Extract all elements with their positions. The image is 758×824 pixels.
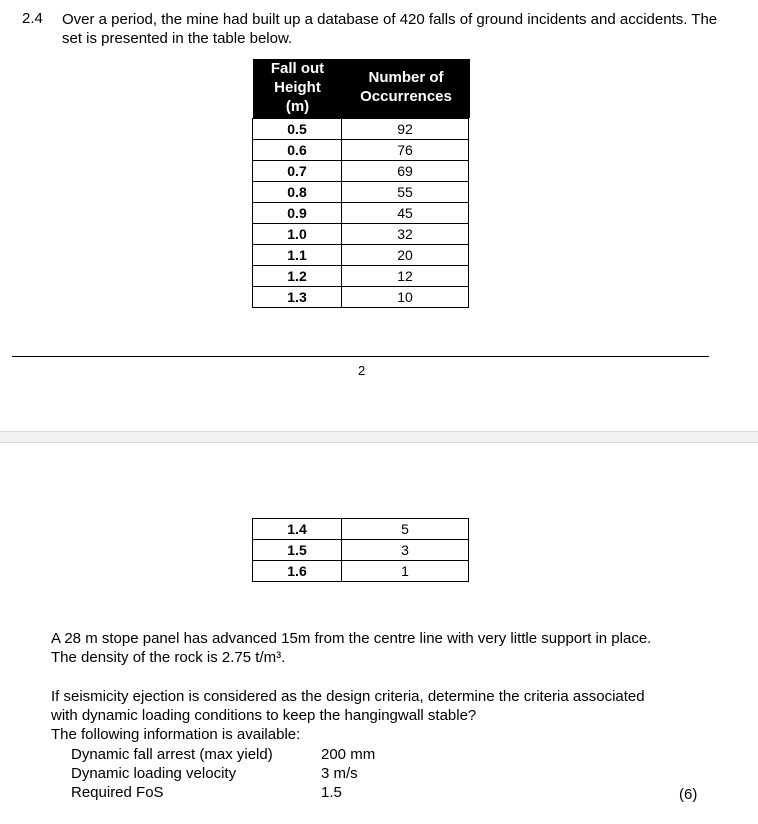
- info-label: Required FoS: [71, 784, 164, 801]
- table-row: [253, 161, 469, 182]
- occurrences-cell: 20: [342, 245, 469, 266]
- paragraph-line: The following information is available:: [51, 726, 301, 743]
- paragraph-line: The density of the rock is 2.75 t/m³.: [51, 649, 286, 666]
- table-row: [253, 287, 469, 308]
- table-row: [253, 119, 469, 140]
- height-cell: 0.6: [253, 140, 342, 161]
- table-row: [253, 561, 469, 582]
- table-row: [253, 266, 469, 287]
- info-value: 1.5: [321, 784, 342, 801]
- paragraph-question: [51, 687, 731, 744]
- table-row: [253, 203, 469, 224]
- header-line: (m): [285, 98, 310, 115]
- height-cell: 1.4: [253, 519, 342, 540]
- info-label: Dynamic loading velocity: [71, 765, 237, 782]
- info-value: 3 m/s: [321, 765, 358, 782]
- marks: (6): [679, 786, 698, 803]
- occurrences-cell: 76: [342, 140, 469, 161]
- occurrences-cell: 3: [342, 540, 469, 561]
- header-line: Height: [274, 79, 321, 96]
- height-cell: 0.9: [253, 203, 342, 224]
- paragraph-line: A 28 m stope panel has advanced 15m from the centre line with very little support in place.: [51, 630, 652, 647]
- info-label: Dynamic fall arrest (max yield): [71, 746, 273, 763]
- page-break: [0, 431, 758, 443]
- table-row: [253, 245, 469, 266]
- occurrences-cell: 45: [342, 203, 469, 224]
- question-number: 2.4: [22, 10, 43, 27]
- occurrences-cell: 69: [342, 161, 469, 182]
- table-row: [253, 540, 469, 561]
- height-cell: 1.5: [253, 540, 342, 561]
- table-header-height: [253, 59, 342, 118]
- info-labels: [71, 745, 273, 802]
- occurrences-cell: 12: [342, 266, 469, 287]
- header-line: Fall out: [270, 60, 325, 77]
- data-table-page2: [252, 518, 469, 582]
- data-table-page1: [252, 118, 469, 308]
- table-row: [253, 140, 469, 161]
- table-header-occurrences: [342, 59, 470, 118]
- table-row: [253, 519, 469, 540]
- occurrences-cell: 55: [342, 182, 469, 203]
- height-cell: 1.0: [253, 224, 342, 245]
- table-row: [253, 224, 469, 245]
- info-values: [321, 745, 375, 802]
- page-footer-rule: [12, 356, 709, 357]
- height-cell: 1.1: [253, 245, 342, 266]
- height-cell: 0.7: [253, 161, 342, 182]
- page-number: 2: [358, 363, 366, 378]
- occurrences-cell: 32: [342, 224, 469, 245]
- table-row: [253, 182, 469, 203]
- header-line: Occurrences: [360, 88, 452, 105]
- occurrences-cell: 5: [342, 519, 469, 540]
- header-line: Number of: [368, 69, 444, 86]
- height-cell: 1.3: [253, 287, 342, 308]
- height-cell: 1.2: [253, 266, 342, 287]
- occurrences-cell: 92: [342, 119, 469, 140]
- occurrences-cell: 10: [342, 287, 469, 308]
- paragraph-line: with dynamic loading conditions to keep the hangingwall stable?: [51, 707, 477, 724]
- height-cell: 1.6: [253, 561, 342, 582]
- paragraph-stope: [51, 629, 731, 667]
- occurrences-cell: 1: [342, 561, 469, 582]
- info-value: 200 mm: [321, 746, 376, 763]
- height-cell: 0.8: [253, 182, 342, 203]
- paragraph-line: If seismicity ejection is considered as the design criteria, determine the criteria associated: [51, 688, 645, 705]
- question-text: Over a period, the mine had built up a database of 420 falls of ground incidents and accidents. The set is presented in the table below.: [62, 11, 718, 47]
- height-cell: 0.5: [253, 119, 342, 140]
